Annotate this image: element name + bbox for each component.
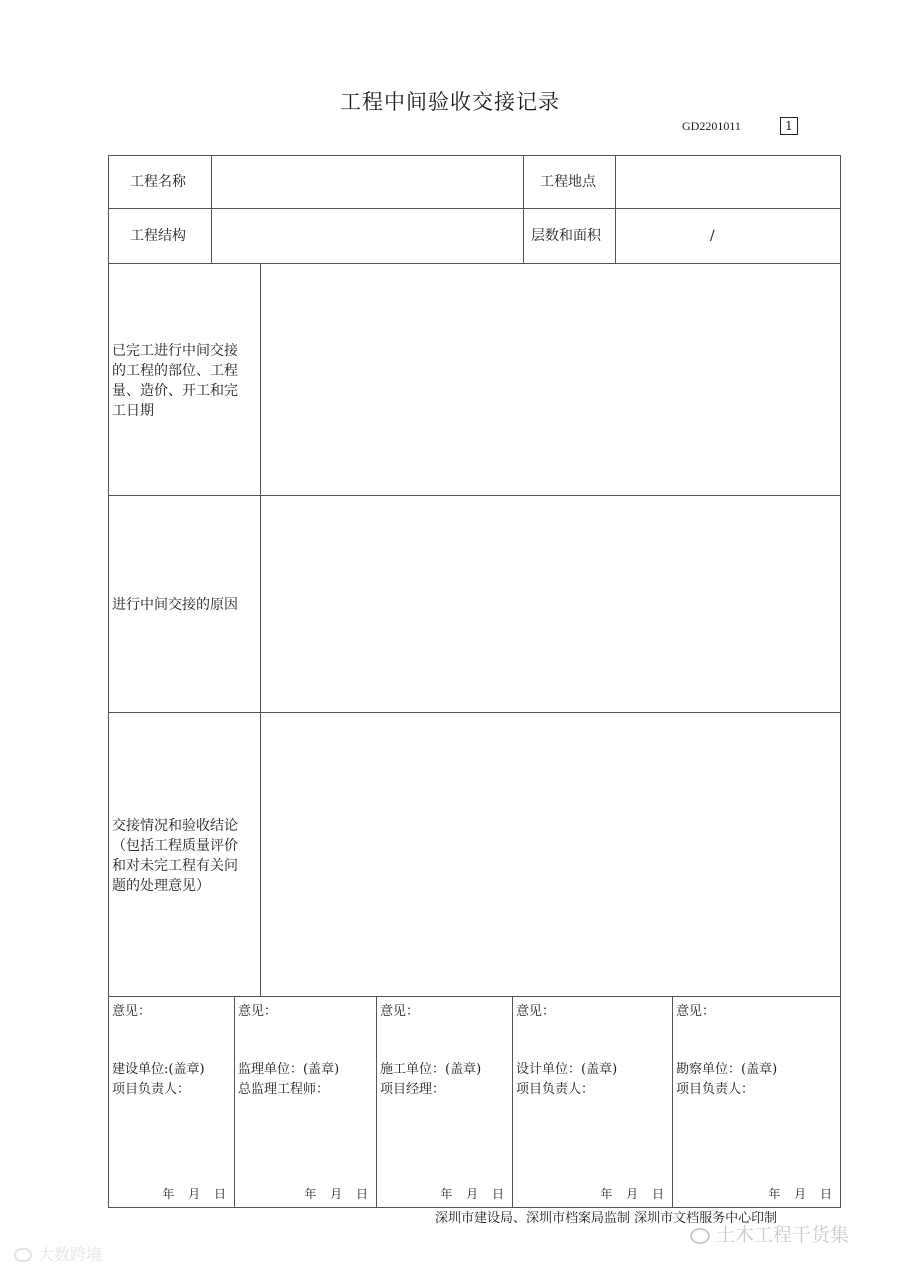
signature-construction-owner <box>108 998 234 1208</box>
person-label: 项目负责人： <box>516 1082 595 1097</box>
row-divider <box>108 263 841 264</box>
footer-text: 深圳市建设局、深圳市档案局监制 深圳市文档服务中心印制 <box>435 1211 778 1226</box>
opinion-label: 意见： <box>516 1004 556 1019</box>
watermark-right-text: 土木工程干货集 <box>716 1224 850 1246</box>
date-label: 年 月 日 <box>440 1187 504 1201</box>
label-line: 交接情况和验收结论 <box>112 818 238 834</box>
row-divider <box>108 996 841 997</box>
completed-parts-label <box>112 341 258 421</box>
label-line: 题的处理意见） <box>112 878 210 894</box>
date-label: 年 月 日 <box>304 1187 368 1201</box>
opinion-label: 意见： <box>380 1004 420 1019</box>
watermark-right <box>690 1222 849 1248</box>
col-divider <box>211 155 212 263</box>
label-line: 和对未完工程有关问 <box>112 858 238 874</box>
person-label: 项目负责人： <box>112 1082 191 1097</box>
label-line: （包括工程质量评价 <box>112 838 238 854</box>
floors-area-label: 层数和面积 <box>531 228 601 244</box>
signature-design <box>512 998 672 1208</box>
date-label: 年 月 日 <box>768 1187 832 1201</box>
signature-contractor <box>376 998 512 1208</box>
project-structure-label: 工程结构 <box>130 228 186 244</box>
page-number-box: 1 <box>780 117 798 135</box>
opinion-label: 意见： <box>238 1004 278 1019</box>
project-location-label: 工程地点 <box>540 174 596 190</box>
date-label: 年 月 日 <box>600 1187 664 1201</box>
form-code: GD2201011 <box>682 119 741 133</box>
label-line: 工日期 <box>112 403 154 419</box>
col-divider <box>615 155 616 263</box>
row-divider <box>108 495 841 496</box>
unit-label: 建设单位:(盖章) <box>112 1062 205 1077</box>
person-label: 项目经理： <box>380 1082 446 1097</box>
row-divider <box>108 208 841 209</box>
person-label: 项目负责人： <box>676 1082 755 1097</box>
col-divider <box>260 263 261 996</box>
table-border-right <box>840 155 841 1208</box>
handover-reason-label: 进行中间交接的原因 <box>112 597 238 613</box>
label-line: 量、造价、开工和完 <box>112 383 238 399</box>
label-line: 的工程的部位、工程 <box>112 363 238 379</box>
table-border-top <box>108 155 841 156</box>
unit-label: 设计单位：(盖章) <box>516 1062 618 1077</box>
row-divider <box>108 712 841 713</box>
floors-area-value: / <box>710 228 715 244</box>
logo-icon <box>14 1248 32 1262</box>
conclusion-label <box>112 816 258 896</box>
signature-survey <box>672 998 840 1208</box>
watermark-left-text: 大数跨境 <box>38 1245 103 1264</box>
signature-supervision <box>234 998 376 1208</box>
wechat-icon <box>690 1228 710 1244</box>
unit-label: 监理单位：(盖章) <box>238 1062 340 1077</box>
unit-label: 施工单位：(盖章) <box>380 1062 482 1077</box>
project-name-label: 工程名称 <box>130 174 186 190</box>
watermark-left <box>14 1244 102 1266</box>
unit-label: 勘察单位：(盖章) <box>676 1062 778 1077</box>
opinion-label: 意见： <box>112 1004 152 1019</box>
date-label: 年 月 日 <box>162 1187 226 1201</box>
opinion-label: 意见： <box>676 1004 716 1019</box>
label-line: 已完工进行中间交接 <box>112 343 238 359</box>
col-divider <box>523 155 524 263</box>
person-label: 总监理工程师： <box>238 1082 330 1097</box>
form-title: 工程中间验收交接记录 <box>340 90 560 114</box>
